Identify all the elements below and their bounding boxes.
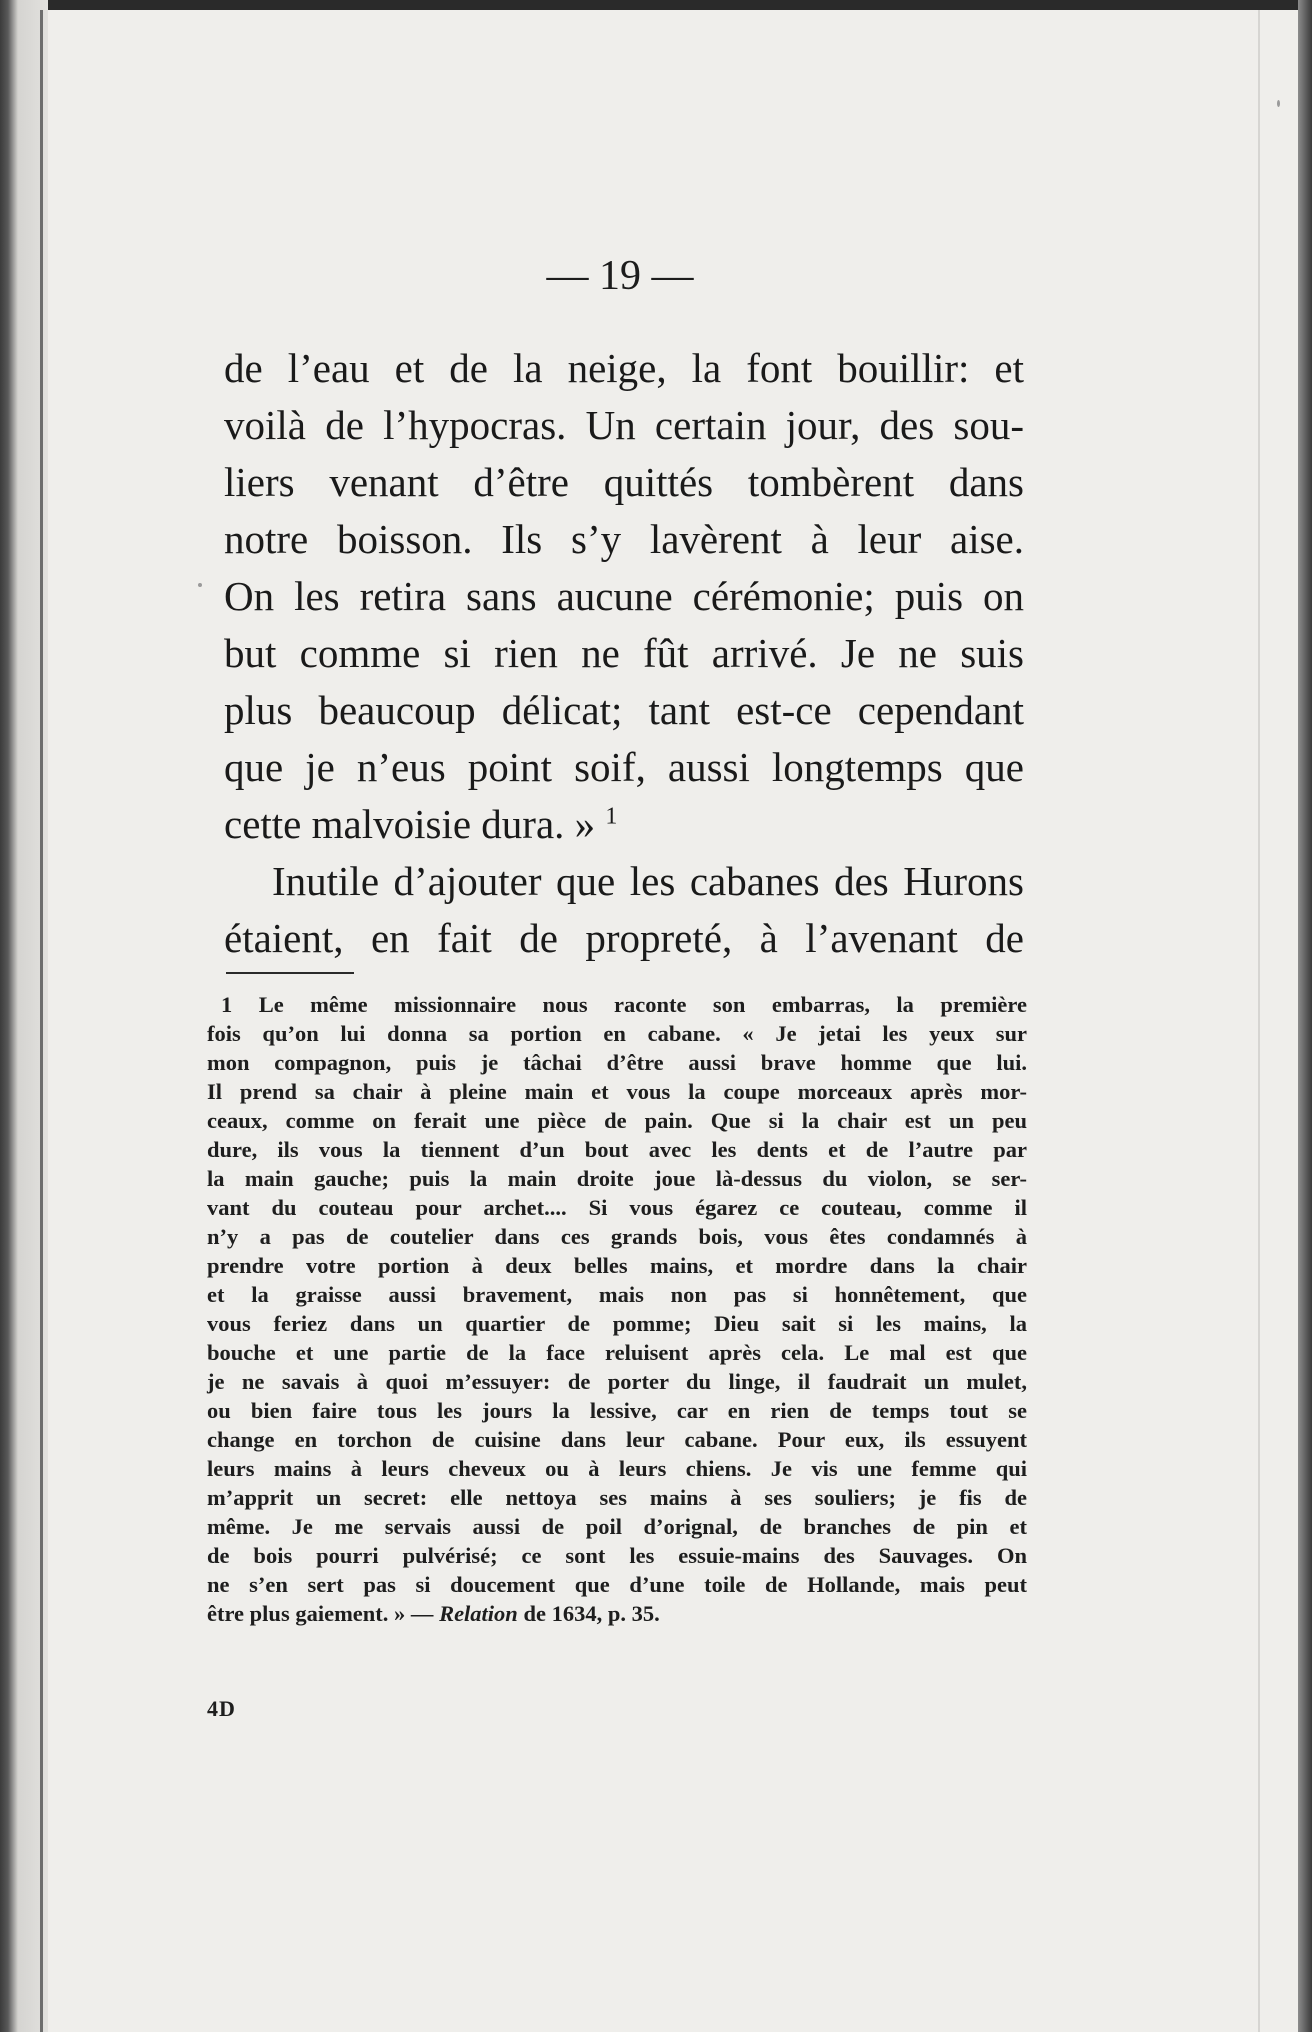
citation-title: Relation [439,1601,518,1626]
footnote-line: mon compagnon, puis je tâchai d’être aussi brave homme que lui. [207,1050,1027,1075]
footnote-line: vous feriez dans un quartier de pomme; Dieu sait si les mains, la [207,1311,1027,1336]
scan-top-border [0,0,1312,10]
body-line: On les retira sans aucune cérémonie; puis on [224,573,1024,619]
footnote-line: bouche et une partie de la face reluisent après cela. Le mal est que [207,1340,1027,1365]
body-line: notre boisson. Ils s’y lavèrent à leur aise. [224,516,1024,562]
footnote-line: ou bien faire tous les jours la lessive, car en rien de temps tout se [207,1398,1027,1423]
footnote-line: et la graisse aussi bravement, mais non pas si honnêtement, que [207,1282,1027,1307]
body-line: but comme si rien ne fût arrivé. Je ne suis [224,630,1024,676]
footnote-line: leurs mains à leurs cheveux ou à leurs chiens. Je vis une femme qui [207,1456,1027,1481]
footnote-last-line [207,1599,1027,1628]
footnote-line-text: être plus gaiement. » — [207,1601,434,1626]
footnote-line: la main gauche; puis la main droite joue là-dessus du violon, se ser- [207,1166,1027,1191]
footnote-line: Il prend sa chair à pleine main et vous la coupe morceaux après mor- [207,1079,1027,1104]
footnote-reference: 1 [605,803,618,830]
page-fold-line [1258,10,1260,2032]
footnote-line: ceaux, comme on ferait une pièce de pain. Que si la chair est un peu [207,1108,1027,1133]
footnote-line: vant du couteau pour archet.... Si vous égarez ce couteau, comme il [207,1195,1027,1220]
footnote [207,990,1027,1628]
footnote-line: m’apprit un secret: elle nettoya ses mains à ses souliers; je fis de [207,1485,1027,1510]
footnote-line: même. Je me servais aussi de poil d’orignal, de branches de pin et [207,1514,1027,1539]
body-line: que je n’eus point soif, aussi longtemps que [224,744,1024,790]
footnote-line: n’y a pas de coutelier dans ces grands bois, vous êtes condamnés à [207,1224,1027,1249]
printer-signature-mark: 4D [207,1696,236,1721]
footnote-line: je ne savais à quoi m’essuyer: de porter du linge, il faudrait un mulet, [207,1369,1027,1394]
body-line: liers venant d’être quittés tombèrent dans [224,459,1024,505]
binding-line [40,10,43,2032]
body-line-quote-end [224,796,1024,853]
footnote-line: 1 Le même missionnaire nous raconte son embarras, la première [221,992,1027,1017]
page-number: — 19 — [546,253,694,299]
footnote-line: de bois pourri pulvérisé; ce sont les essuie-mains des Sauvages. On [207,1543,1027,1568]
body-line: de l’eau et de la neige, la font bouillir: et [224,345,1024,391]
footnote-line: prendre votre portion à deux belles mains, et mordre dans la chair [207,1253,1027,1278]
body-line: voilà de l’hypocras. Un certain jour, des sou- [224,402,1024,448]
body-text [224,340,1024,967]
body-line-paragraph-start: Inutile d’ajouter que les cabanes des Hurons [272,858,1024,904]
footnote-line: change en torchon de cuisine dans leur cabane. Pour eux, ils essuyent [207,1427,1027,1452]
scan-right-border [1298,0,1312,2032]
footnote-divider [226,972,354,974]
body-line: étaient, en fait de propreté, à l’avenant de [224,915,1024,961]
footnote-line: dure, ils vous la tiennent d’un bout avec les dents et de l’autre par [207,1137,1027,1162]
dust-speck [198,583,202,587]
footnote-line: ne s’en sert pas si doucement que d’une toile de Hollande, mais peut [207,1572,1027,1597]
body-line: plus beaucoup délicat; tant est-ce cependant [224,687,1024,733]
dust-speck [1277,100,1280,107]
footnote-line: fois qu’on lui donna sa portion en cabane. « Je jetai les yeux sur [207,1021,1027,1046]
citation-details: de 1634, p. 35. [517,1601,660,1626]
body-line-text: cette malvoisie dura. » [224,801,596,847]
